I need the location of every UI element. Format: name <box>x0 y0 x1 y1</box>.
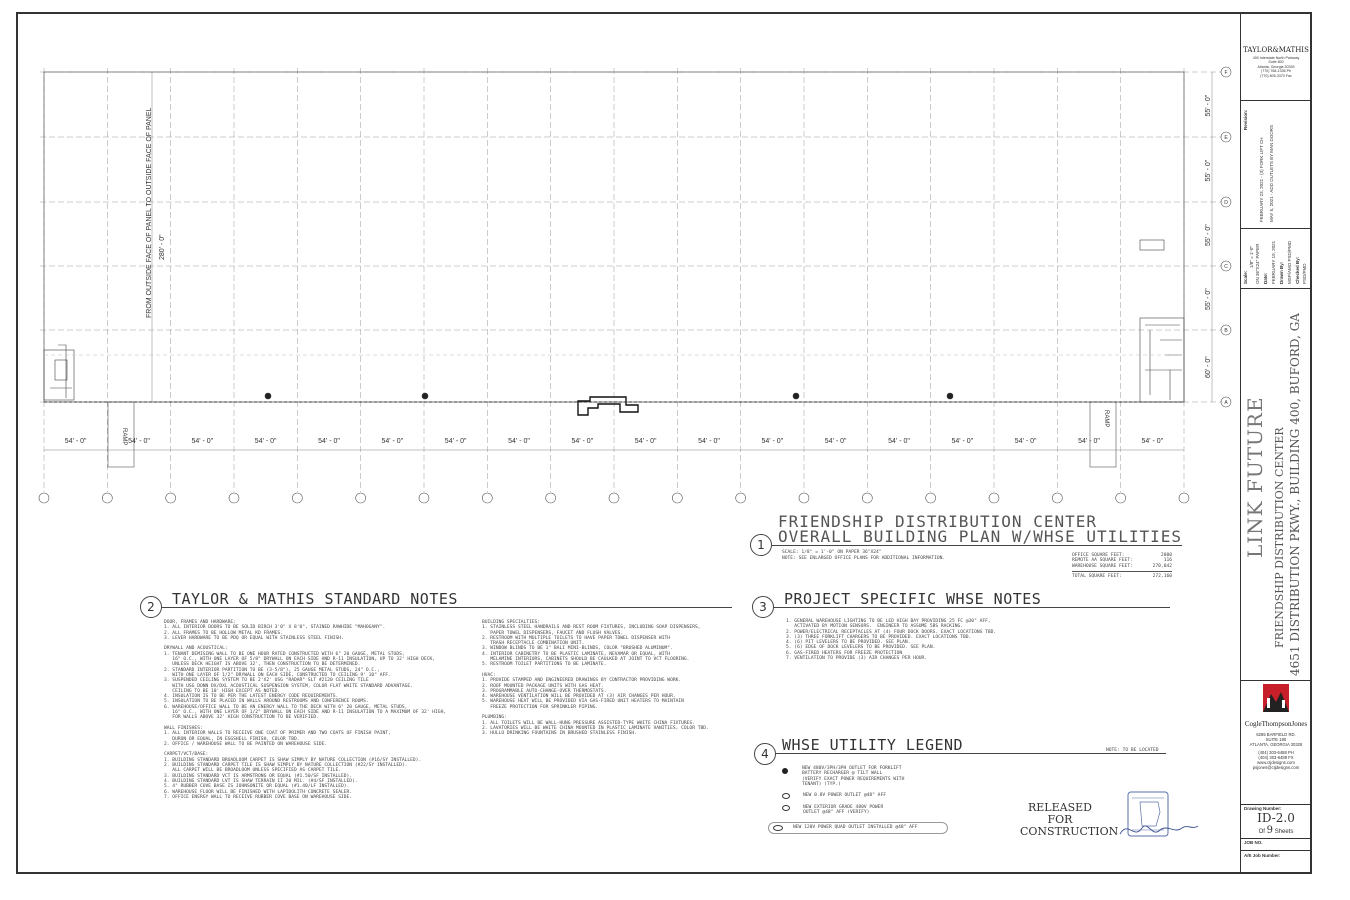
designer-contact: (404) 303-6488 PH (404) 303-6489 FX www.ctjdesigns.com psjones@ctjdesigns.com <box>1252 750 1300 770</box>
row-dimension-label: 55' - 0" <box>1205 159 1212 182</box>
legend-4-number: 4 <box>754 743 776 765</box>
info-block <box>1241 228 1311 289</box>
checked-by-value: PSD/PMD <box>1302 263 1307 284</box>
legend-item-text: NEW EXTERIOR GRADE 480V POWER OUTLET @48" AFF (VERIFY) <box>803 805 884 816</box>
ramp-right-label: RAMP <box>1103 410 1109 428</box>
legend-item <box>768 822 948 834</box>
forklift-outlet-icon <box>782 768 788 774</box>
column-grid-bubble <box>229 493 239 503</box>
legend-item-text: NEW 120V POWER QUAD OUTLET INSTALLED @48" AFF <box>793 824 918 830</box>
revision-block <box>1241 100 1311 229</box>
scale-value: 1/8" = 1'-0" <box>1249 246 1254 268</box>
row-grid-letter: F <box>1224 70 1228 76</box>
panel-dimension-note: FROM OUTSIDE FACE OF PANEL TO OUTSIDE FACE OF PANEL <box>146 107 153 318</box>
drawing-1-title-line2: OVERALL BUILDING PLAN W/WHSE UTILITIES <box>778 527 1183 546</box>
legend-item-text: NEW 480V/3PH/3PH OUTLET FOR FORKLIFT BATTERY RECHARGER @ TILT WALL (VERIFY EXACT POWER REQUIREMENTS WITH TENANT) (TYP.) <box>802 766 905 787</box>
title-block <box>1240 12 1311 874</box>
bay-dimension-label: 54' - 0" <box>1014 438 1037 445</box>
notes-3-rule <box>774 607 1170 608</box>
column-grid-bubble <box>482 493 492 503</box>
legend-item-text: NEW 0.8V POWER OUTLET @48" AFF <box>803 793 886 799</box>
stamp-line-2: FOR <box>1047 813 1073 826</box>
row-grid-letter: D <box>1224 200 1228 206</box>
legend-4-rule <box>776 753 1166 754</box>
sheet-count: 9 <box>1266 825 1274 836</box>
bay-dimension-label: 54' - 0" <box>508 438 530 445</box>
drawing-1-title-rule <box>772 545 1182 546</box>
notes-3-text: 1. GENERAL WAREHOUSE LIGHTING TO BE LED HIGH BAY PROVIDING 25 FC @30" AFF, ACTIVATED BY MOTION SENSORS. ENGINEER TO ASSUME 5BS RACKING. 2. POWER/ELECTRICAL RECEPTACLES AT (4) FOUR DOCK DOORS. EXACT LOCATIONS TBD. 3. (3) THREE FORKLIFT CHARGERS TO BE PROVIDED. EXACT LOCATIONS TBD. 4. (6) PIT LEVELERS TO BE PROVIDED. SEE PLAN. 5. (6) EDGE OF DOCK LEVELERS TO BE PROVIDED. SEE PLAN. 6. GAS-FIRED HEATERS FOR FREEZE PROTECTION 7. VENTILATION TO PROVIDE (3) AIR CHANGES PER HOUR. <box>786 619 997 662</box>
firm-address: 400 Interstate North Parkway Suite 800 Atlanta, Georgia 30339 (770) 768-1336 Ph (770) 805-3370 Fax <box>1252 56 1300 78</box>
legend-4-title: WHSE UTILITY LEGEND <box>782 736 964 754</box>
drawn-by-label: Drawn By: <box>1279 261 1284 284</box>
bay-dimension-label: 54' - 0" <box>254 438 277 445</box>
legend-items <box>782 766 982 834</box>
bay-dimension-label: 54' - 0" <box>1141 438 1164 445</box>
column-grid-bubble <box>1052 493 1062 503</box>
total-area-label: TOTAL SQUARE FEET: <box>1072 573 1122 579</box>
row-grid-letter: B <box>1224 328 1228 334</box>
bay-dimension-label: 54' - 0" <box>318 438 340 445</box>
area-value: 2000 <box>1160 553 1172 558</box>
row-dimension-label: 55' - 0" <box>1205 288 1212 310</box>
area-table <box>1072 553 1172 579</box>
revision-label: Revision: <box>1243 109 1248 130</box>
bay-dimension-label: 54' - 0" <box>128 438 150 445</box>
stamp-line-1: RELEASED <box>1028 801 1092 814</box>
ae-job-number-label: A/E Job Number: <box>1244 853 1281 858</box>
release-stamp <box>1020 801 1119 838</box>
drawing-1-note: NOTE: SEE ENLARGED OFFICE PLANS FOR ADDITIONAL INFORMATION. <box>782 556 946 561</box>
row-grid-letter: A <box>1224 400 1228 406</box>
drawing-number: ID-2.0 <box>1257 811 1295 825</box>
area-label: OFFICE SQUARE FEET: <box>1072 553 1125 558</box>
designer-name: CogleThompsonJones <box>1244 720 1308 728</box>
project-description-2: 4651 DISTRIBUTION PKWY., BUILDING 400, BUFORD, GA <box>1288 313 1302 676</box>
area-value: 270,042 <box>1152 563 1172 569</box>
column-grid-bubble <box>799 493 809 503</box>
scale-label: Scale: <box>1243 270 1248 284</box>
designer-address: 6285 BARFIELD RD. SUITE 180 ATLANTA, GEORGIA 30328 <box>1249 732 1303 747</box>
column-grid-bubble <box>356 493 366 503</box>
of-label: Of <box>1258 829 1265 835</box>
quad-outlet-icon <box>773 825 783 831</box>
drawing-1-scale: SCALE: 1/8" = 1'-0" ON PAPER 36"X24" <box>782 550 882 555</box>
notes-3-title: PROJECT SPECIFIC WHSE NOTES <box>784 590 1042 608</box>
row-dimension-label: 60' - 0" <box>1205 356 1212 378</box>
bay-dimension-label: 54' - 0" <box>1078 438 1100 445</box>
notes-2-column-2: BUILDING SPECIALTIES: 1. STAINLESS STEEL HANDRAILS AND REST ROOM FIXTURES, INCLUDING SOAP DISPENSERS, PAPER TOWEL DISPENSERS, FAUCET AND FLUSH VALVES. 2. RESTROOM WITH MULTIPLE TOILETS TO HAVE PAPER TOWEL DISPENSER WITH TRASH RECEPTACLE COMBINATION UNIT. 3. WINDOW BLINDS TO BE 1" BALI MINI-BLINDS, COLOR "BRUSHED ALUMINUM". 4. INTERIOR CABINETRY TO BE PLASTIC LAMINATE, NEVAMAR OR EQUAL, WITH MELAMINE INTERIORS, CABINETS SHOULD BE CAULKED AT JOINT TO VCT FLOORING. 5. RESTROOM TOILET PARTITIONS TO BE LAMINATE. HVAC: 1. PROVIDE STAMPED AND ENGINEERED DRAWINGS BY CONTRACTOR PROVIDING WORK. 2. ROOF MOUNTED PACKAGE UNITS WITH GAS HEAT. 3. PROGRAMMABLE AUTO-CHANGE-OVER THERMOSTATS. 4. WAREHOUSE VENTILATION WILL BE PROVIDED AT (3) AIR CHANGES PER HOUR. 5. WAREHOUSE HEAT WILL BE PROVIDED VIA GAS-FIRED UNIT HEATERS TO MAINTAIN FREEZE PROTECTION FOR SPRINKLER PIPING. PLUMBING: 1. ALL TOILETS WILL BE WALL-HUNG PRESSURE ASSISTED-TYPE WHITE CHINA FIXTURES. 2. LAVATORIES WILL BE WHITE CHINA MOUNTED IN PLASTIC LAMINATE VANITIES, COLOR TBD. 3. HULLO DRINKING FOUNTAINS IN BRUSHED STAINLESS FINISH. <box>482 620 709 737</box>
firm-name: TAYLOR&MATHIS <box>1243 46 1309 54</box>
date-label: Date: <box>1263 272 1268 284</box>
bay-dimension-label: 54' - 0" <box>444 438 467 445</box>
exterior-outlet-icon <box>782 805 790 811</box>
column-grid-bubble <box>926 493 936 503</box>
drawing-number-block <box>1241 804 1311 839</box>
legend-item <box>782 805 982 816</box>
column-grid-bubble <box>609 493 619 503</box>
column-grid-bubble <box>989 493 999 503</box>
row-dimension-label: 55' - 0" <box>1205 94 1212 117</box>
architect-seal-icon <box>1118 790 1200 846</box>
column-grid-bubble <box>736 493 746 503</box>
designer-block <box>1241 680 1311 805</box>
column-grid-bubble <box>1116 493 1126 503</box>
revision-entry-1: FEBRUARY 23, 2021 - (3) FORK LIFT CH <box>1259 137 1264 222</box>
revision-entry-2: MAY 5, 2021 - ADD OUTLETS BY MAN DOORS <box>1269 124 1274 222</box>
bay-dimension-label: 54' - 0" <box>571 438 594 445</box>
legend-item <box>782 766 982 787</box>
sheet-count-line <box>1241 825 1311 836</box>
bay-dimension-label: 54' - 0" <box>64 438 87 445</box>
legend-item <box>782 793 982 799</box>
drawing-1-title-line1: FRIENDSHIP DISTRIBUTION CENTER <box>778 512 1097 531</box>
overall-depth-dimension: 280' - 0" <box>159 234 166 260</box>
total-area-value: 272,160 <box>1152 573 1172 579</box>
column-grid-bubble <box>39 493 49 503</box>
project-block <box>1241 288 1311 681</box>
project-description-1: FRIENDSHIP DISTRIBUTION CENTER <box>1273 427 1286 648</box>
project-name: LINK FUTURE <box>1243 396 1267 558</box>
column-grid-bubble <box>292 493 302 503</box>
column-grid-bubble <box>862 493 872 503</box>
bay-dimension-label: 54' - 0" <box>888 438 910 445</box>
checked-by-label: Checked By: <box>1295 256 1300 284</box>
paper-size: ON 36"X24" PAPER <box>1255 243 1260 284</box>
legend-4-note: NOTE: TO BE LOCATED <box>1106 748 1159 753</box>
drawn-by-value: MSP/AMO PSD/PMD <box>1287 240 1292 284</box>
power-outlet-icon <box>782 793 790 799</box>
notes-2-column-1: DOOR, FRAMES AND HARDWARE: 1. ALL INTERIOR DOORS TO BE SOLID BIRCH 3'0" X 8'0", STAINED RAWHIDE "MAHOGANY". 2. ALL FRAMES TO BE HOLLOW METAL KD FRAMES. 3. LEVER HARDWARE TO BE PDQ OR EQUAL WITH STAINLESS STEEL FINISH. DRYWALL AND ACOUSTICAL: 1. TENANT DEMISING WALL TO BE ONE HOUR RATED CONSTRUCTED WITH 6" 20 GAUGE, METAL STUDS, 16" O.C., WITH ONE LAYER OF 5/8" DRYWALL ON EACH SIDE AND R-11 INSULATION, UP TO 32' HIGH DECK, UNLESS DECK HEIGHT IS ABOVE 32', THEN CONSTRUCTION TO BE DETERMINED. 2. STANDARD INTERIOR PARTITION TO BE (3-5/8"), 25 GAUGE METAL STUDS, 24" O.C., WITH ONE LAYER OF 1/2" DRYWALL ON EACH SIDE, CONSTRUCTED TO CEILING 9' 10" AFF. 3. SUSPENDED CEILING SYSTEM TO BE 2'X2' USG "RADAR" SLT #2120 CEILING TILE WITH USG DONN DX/DXL ACOUSTICAL SUSPENSION SYSTEM, COLOR FLAT WHITE STANDARD ADVANTAGE. CEILING TO BE 10' HIGH EXCEPT AS NOTED. 4. INSULATION IS TO BE PER THE LATEST ENERGY CODE REQUIREMENTS. 5. INSULATION TO BE PLACED IN WALLS AROUND RESTROOMS AND CONFERENCE ROOMS. 6. WAREHOUSE/OFFICE WALL TO BE AN ENERGY WALL TO THE DECK WITH 6" 20 GAUGE, METAL STUDS, 16" O.C., WITH ONE LAYER OF 1/2" DRYWALL ON EACH SIDE AND R-11 INSULATION TO A MAXIMUM OF 32' HIGH, FOR WALLS ABOVE 32' HIGH CONSTRUCTION TO BE VERIFIED. WALL FINISHES: 1. ALL INTERIOR WALLS TO RECEIVE ONE COAT OF PRIMER AND TWO COATS OF FINISH PAINT, DURON OR EQUAL, IN EGGSHELL FINISH, COLOR TBD. 2. OFFICE / WAREHOUSE WALL TO BE PAINTED ON WAREHOUSE SIDE. CARPET/VCT/BASE: 1. BUILDING STANDARD BROADLOOM CARPET IS SHAW SIMPLY BY NATURE COLLECTION (#16/SY INSTALLED). 2. BUILDING STANDARD CARPET TILE IS SHAW SIMPLY BY NATURE COLLECTION (#22/SY INSTALLED). ALL CARPET WILL BE BROADLOOM UNLESS SPECIFIED AS CARPET TILE. 3. BUILDING STANDARD VCT IS ARMSTRONG OR EQUAL (#1.50/SF INSTALLED). 4. BUILDING STANDARD LVT IS SHAW TERRAIN II 20 MIL. (#4/SF INSTALLED). 5. 4" RUBBER COVE BASE IS JOHNSONITE OR EQUAL (#1.40/LF INSTALLED). 6. WAREHOUSE FLOOR WILL BE FINISHED WITH LAPIDOLITH CONCRETE SEALER. 7. OFFICE ENERGY WALL TO RECEIVE RUBBER COVE BASE ON WAREHOUSE SIDE. <box>164 620 447 800</box>
row-grid-letter: C <box>1224 264 1228 270</box>
area-value: 116 <box>1163 558 1172 564</box>
bay-dimension-label: 54' - 0" <box>951 438 974 445</box>
bay-dimension-label: 54' - 0" <box>191 438 214 445</box>
column-grid-bubble <box>672 493 682 503</box>
bay-dimension-label: 54' - 0" <box>824 438 847 445</box>
drawing-1-number: 1 <box>750 534 772 556</box>
stamp-line-3: CONSTRUCTION <box>1020 825 1119 838</box>
row-grid-letter: E <box>1224 135 1228 141</box>
column-grid-bubble <box>166 493 176 503</box>
drawing-number-label: Drawing Number: <box>1244 806 1282 811</box>
area-row <box>1072 564 1172 569</box>
column-grid-bubble <box>1179 493 1189 503</box>
row-dimension-label: 55' - 0" <box>1205 224 1212 246</box>
ramp-left-label: RAMP <box>121 428 127 446</box>
designer-logo-icon <box>1241 680 1311 724</box>
bay-dimension-label: 54' - 0" <box>634 438 657 445</box>
bay-dimension-label: 54' - 0" <box>698 438 720 445</box>
column-grid-bubble <box>102 493 112 503</box>
bay-dimension-label: 54' - 0" <box>761 438 784 445</box>
notes-2-title: TAYLOR & MATHIS STANDARD NOTES <box>172 590 458 608</box>
firm-block <box>1241 12 1311 101</box>
bay-dimension-label: 54' - 0" <box>381 438 404 445</box>
column-grid-bubble <box>419 493 429 503</box>
job-number-rule <box>1241 850 1311 851</box>
notes-3-number: 3 <box>752 596 774 618</box>
area-label: WAREHOUSE SQUARE FEET: <box>1072 563 1133 569</box>
job-number-label: JOB NO. <box>1244 840 1263 845</box>
sheets-label: Sheets <box>1274 829 1294 835</box>
column-grid-bubble <box>546 493 556 503</box>
notes-2-rule <box>162 607 732 608</box>
area-label: REMOTE AA SQUARE FEET: <box>1072 558 1133 564</box>
date-value: FEBRUARY 19, 2021 <box>1271 240 1276 284</box>
notes-2-number: 2 <box>140 596 162 618</box>
